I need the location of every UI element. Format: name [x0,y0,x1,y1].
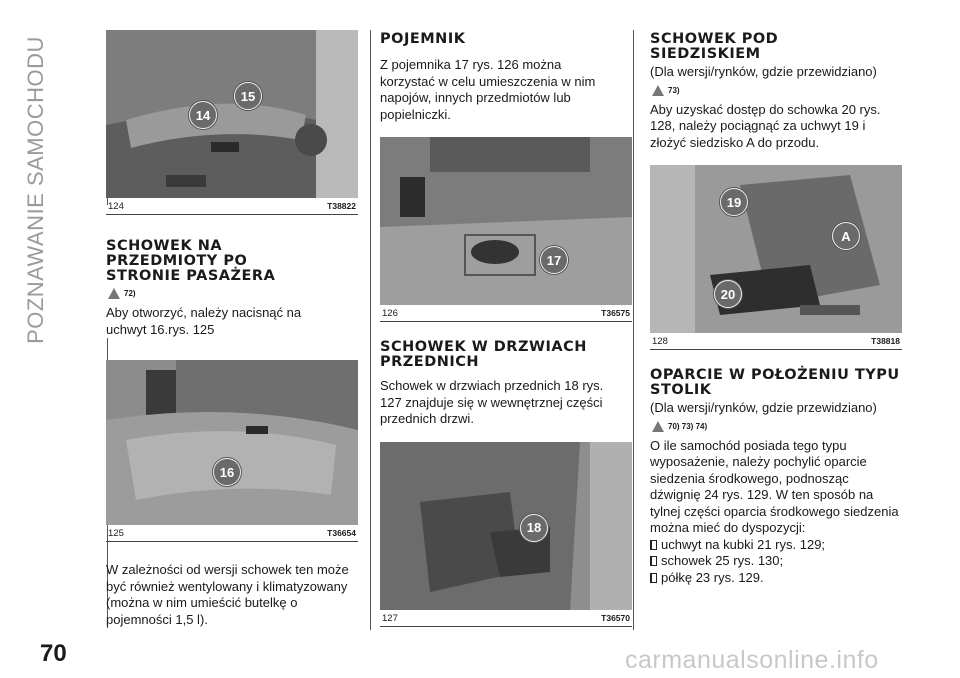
cupholder-illustration [380,137,632,305]
figure-128 [650,165,902,350]
callout-15: 15 [234,82,262,110]
callout-20: 20 [714,280,742,308]
callout-19: 19 [720,188,748,216]
paragraph: O ile samochód posiada tego typu wyposażenie, należy pochylić oparcie siedzenia środkowego, podnosząc dźwignię 24 rys. 129. W ten sposób na tylnej części oparcia środkowego siedzenia można mieć do dyspozycji: [650,437,899,535]
caption-rule [380,321,632,322]
heading-front-door-compartment: SCHOWEK W DRZWIACH PRZEDNICH [380,339,587,370]
subheading: (Dla wersji/rynków, gdzie przewidziano) [650,64,877,79]
figure-number: 126 [382,308,398,319]
door-pocket-illustration [380,442,632,610]
paragraph: Schowek w drzwiach przednich 18 rys. 127 znajduje się w wewnętrznej części przednich drzwi. [380,378,604,426]
column-divider [370,30,371,630]
column-3 [650,30,902,586]
glovebox-illustration [106,360,358,525]
callout-14: 14 [189,101,217,129]
callout-17: 17 [540,246,568,274]
figure-code: T38822 [327,201,356,211]
bullet-icon [650,573,657,583]
list-item: uchwyt na kubki 21 rys. 129; [650,537,902,554]
figure-number: 128 [652,336,668,347]
figure-124 [106,30,358,215]
column-1 [106,30,358,628]
figure-125-image [106,360,358,525]
figure-code: T38818 [871,336,900,346]
dashboard-illustration [106,30,358,198]
list-item: schowek 25 rys. 130; [650,553,902,570]
column-2 [380,30,632,627]
figure-124-image [106,30,358,198]
caption-rule [650,349,902,350]
subheading: (Dla wersji/rynków, gdzie przewidziano) [650,400,877,415]
under-seat-illustration [650,165,902,333]
callout-a: A [832,222,860,250]
callout-16: 16 [213,458,241,486]
figure-number: 125 [108,528,124,539]
section-side-title: POZNAWANIE SAMOCHODU [23,36,49,344]
figure-number: 127 [382,612,398,624]
figure-code: T36654 [327,528,356,538]
page-number: 70 [40,640,67,667]
callout-18: 18 [520,514,548,542]
paragraph: Aby uzyskać dostęp do schowka 20 rys. 128, należy pociągnąć za uchwyt 19 i złożyć siedzisko A do przodu. [650,101,881,150]
figure-126-image [380,137,632,305]
heading-table-position: OPARCIE W POŁOŻENIU TYPU STOLIK [650,367,900,398]
caption-rule [106,541,358,542]
warning-icon [652,421,664,432]
figure-127 [380,442,632,627]
figure-code: T36575 [601,308,630,318]
figure-128-image [650,165,902,333]
figure-126 [380,137,632,322]
paragraph: Z pojemnika 17 rys. 126 można korzystać w celu umieszczenia w nim napojów, innych przedmiotów lub popielniczki. [380,57,596,122]
figure-code: T36570 [601,612,630,623]
warning-icon [652,85,664,96]
figure-127-image [380,442,632,610]
paragraph: Aby otworzyć, należy nacisnąć na uchwyt 16.rys. 125 [106,305,302,337]
bullet-icon [650,540,657,550]
caption-rule [380,626,632,627]
watermark: carmanualsonline.info [625,646,879,674]
list-item: półkę 23 rys. 129. [650,570,902,587]
warning-icon [108,288,120,299]
column-divider [633,30,634,630]
warning-refs: 73) [652,85,902,96]
heading-under-seat-compartment: SCHOWEK POD SIEDZISKIEM [650,31,779,62]
caption-rule [106,214,358,215]
warning-refs: 70) 73) 74) [652,421,902,432]
paragraph: W zależności od wersji schowek ten może być również wentylowany i klimatyzowany (można w nim umieścić butelkę o pojemności 1,5 l). [106,562,349,627]
figure-number: 124 [108,201,124,212]
heading-container: POJEMNIK [380,31,466,47]
bullet-icon [650,556,657,566]
warning-refs: 72) [108,288,358,299]
heading-passenger-compartment: SCHOWEK NA PRZEDMIOTY PO STRONIE PASAŻERA [106,238,276,284]
figure-125 [106,360,358,542]
